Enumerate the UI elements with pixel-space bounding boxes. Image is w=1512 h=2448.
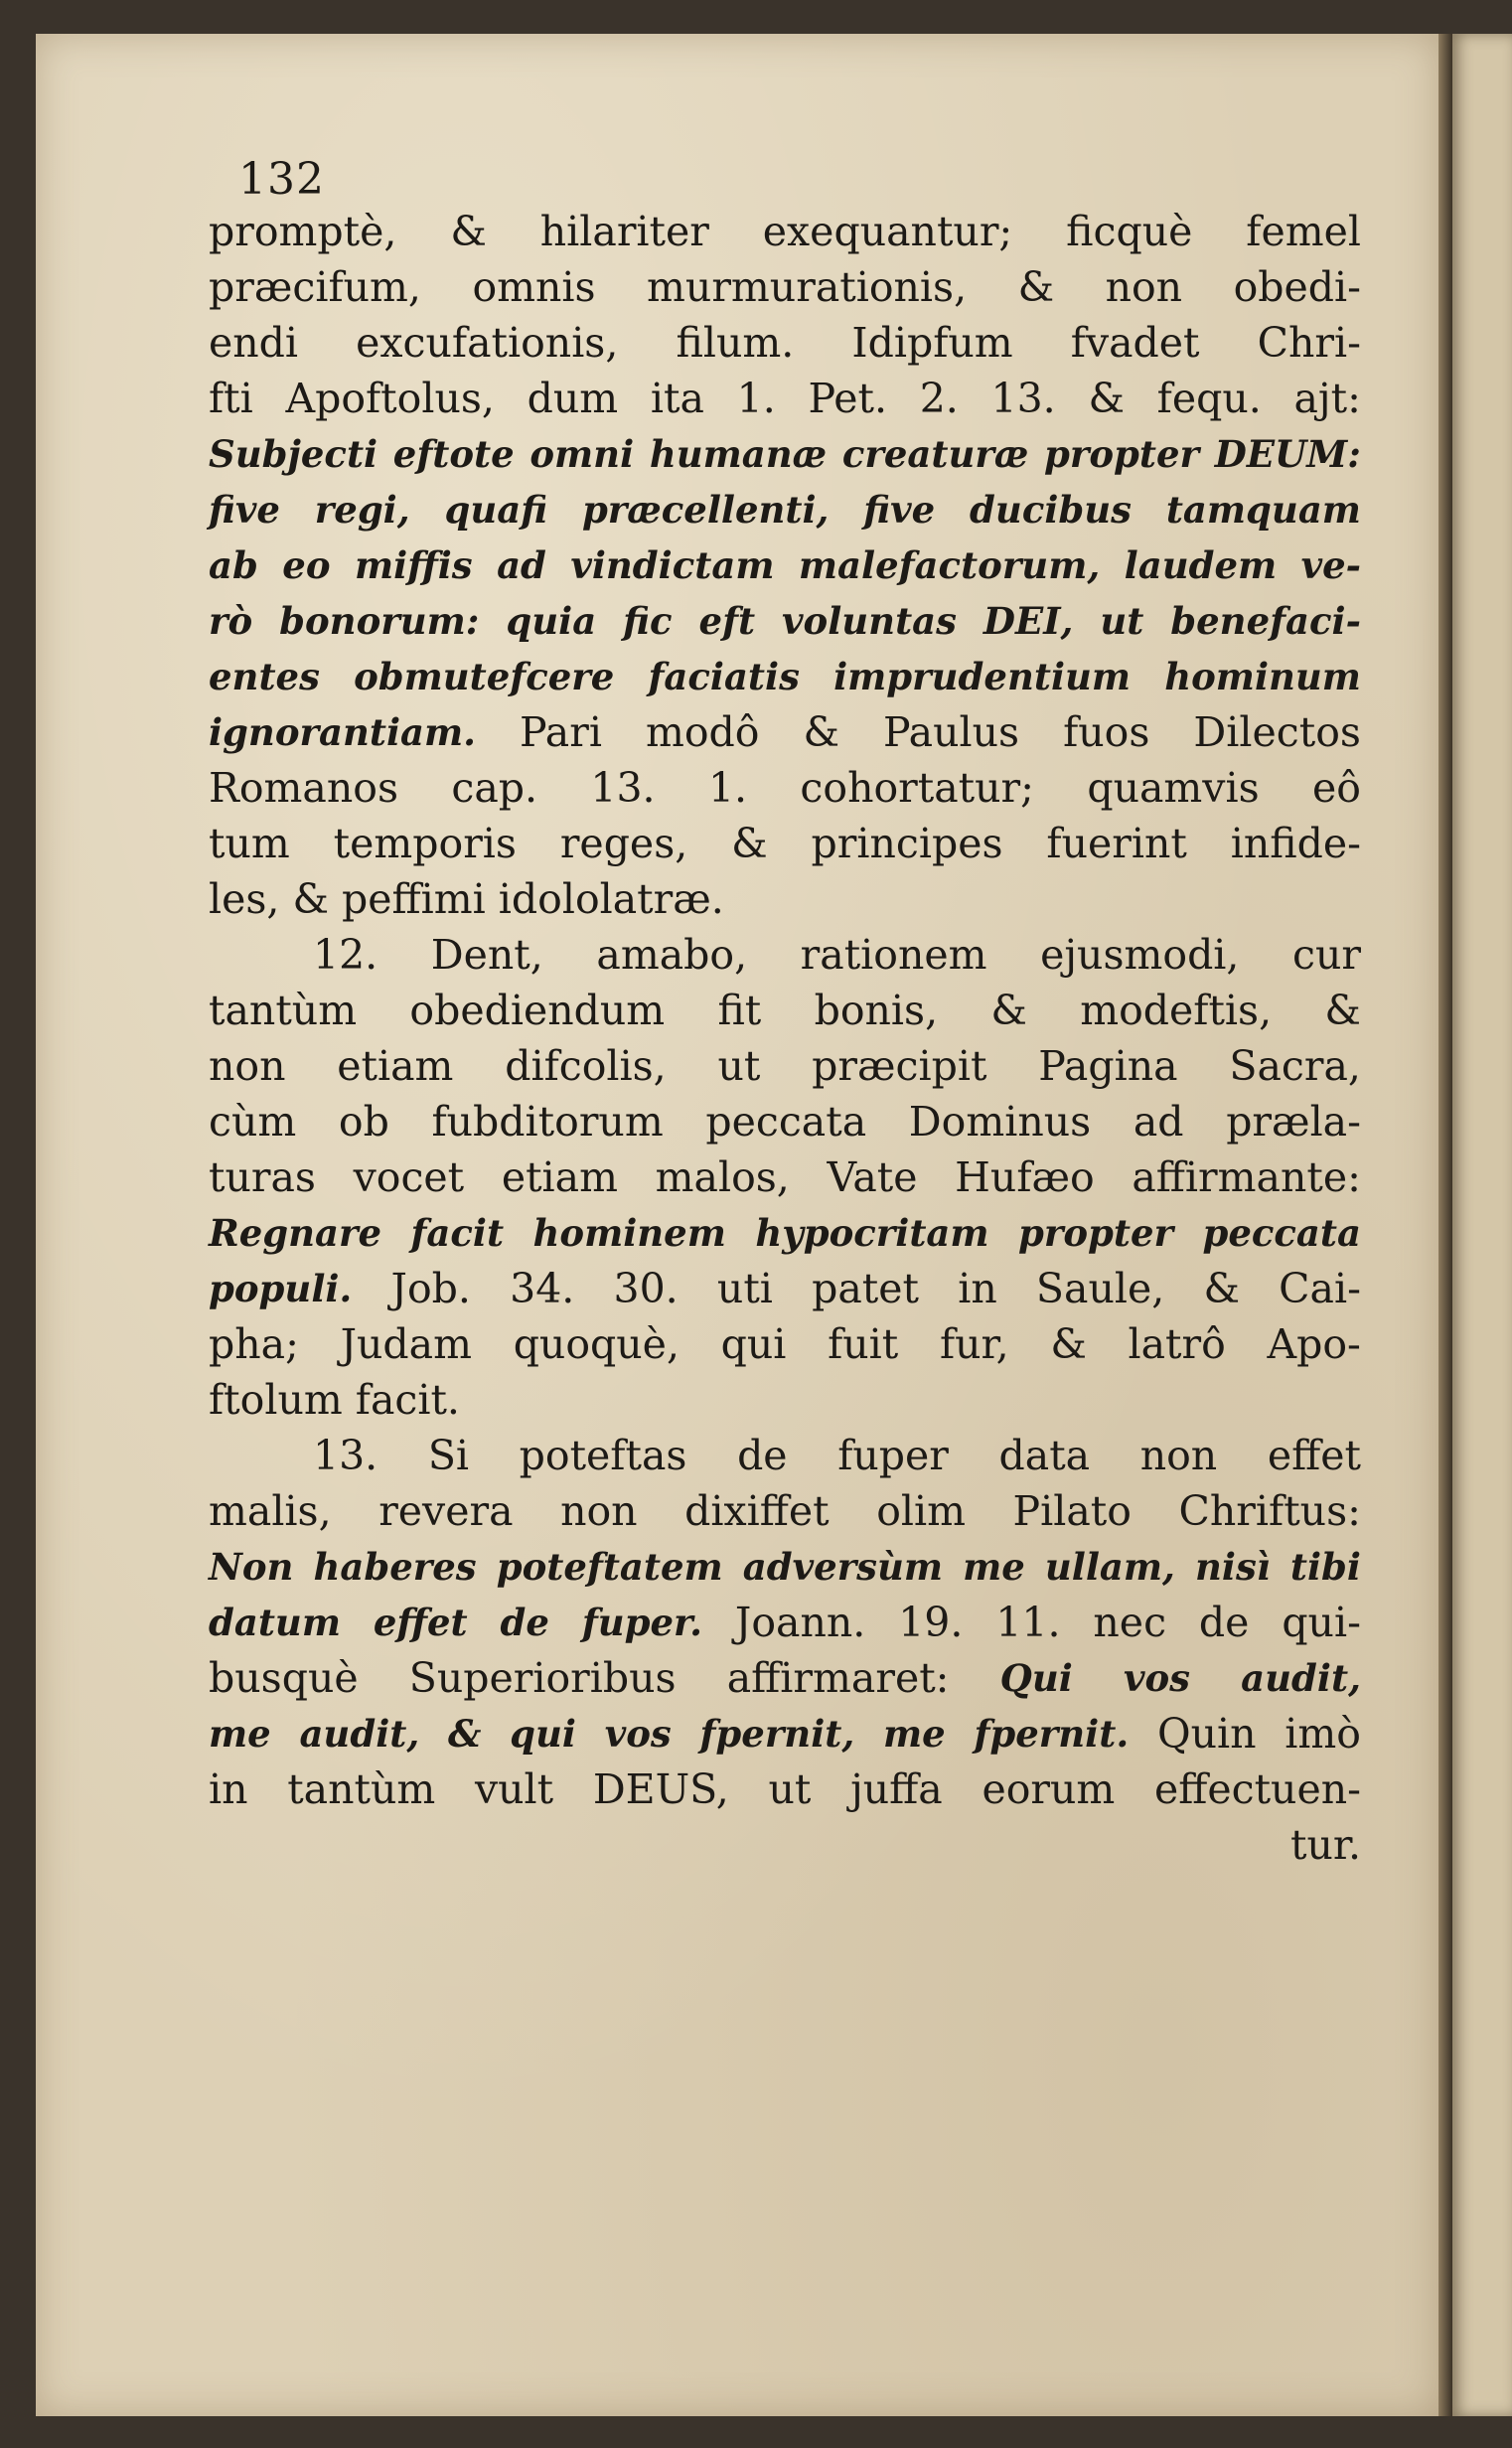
text-line: fti Apoftolus, dum ita 1. Pet. 2. 13. & fequ. ajt:: [209, 375, 1361, 422]
text-line: les, & peffimi idololatræ.: [209, 875, 724, 923]
text-line: tur.: [1289, 1821, 1361, 1869]
facing-page-edge: [1452, 34, 1512, 2416]
text-line: cùm ob fubditorum peccata Dominus ad præla-: [209, 1098, 1361, 1146]
text-line: 13. Si poteftas de fuper data non effet: [313, 1432, 1361, 1479]
text-line: busquè Superioribus affirmaret: Qui vos audit,: [209, 1654, 1361, 1702]
text-line: Romanos cap. 13. 1. cohortatur; quamvis eô: [209, 764, 1361, 812]
text-line: Non haberes poteftatem adversùm me ullam, nisì tibi: [209, 1545, 1361, 1589]
text-line: in tantùm vult DEUS, ut juffa eorum effectuen-: [209, 1765, 1361, 1813]
book-gutter: [1438, 34, 1452, 2416]
text-line: rò bonorum: quia fic eft voluntas DEI, ut benefaci-: [209, 599, 1361, 643]
text-line: datum effet de fuper. Joann. 19. 11. nec de qui-: [209, 1599, 1361, 1646]
text-line: ab eo miffis ad vindictam malefactorum, laudem ve-: [209, 543, 1361, 587]
page-number: 132: [238, 154, 325, 205]
body-text: [209, 204, 1361, 1873]
text-line: populi. Job. 34. 30. uti patet in Saule, & Cai-: [209, 1265, 1361, 1312]
text-line: ftolum facit.: [209, 1376, 460, 1424]
text-line: Subjecti eftote omni humanæ creaturæ propter DEUM:: [209, 432, 1361, 476]
text-line: pha; Judam quoquè, qui fuit fur, & latrô Apo-: [209, 1320, 1361, 1368]
text-line: entes obmutefcere faciatis imprudentium hominum: [209, 655, 1361, 698]
text-line: me audit, & qui vos fpernit, me fpernit. Quin imò: [209, 1710, 1361, 1758]
text-line: turas vocet etiam malos, Vate Hufæo affirmante:: [209, 1153, 1361, 1201]
text-line: Regnare facit hominem hypocritam propter peccata: [209, 1211, 1361, 1255]
text-line: ignorantiam. Pari modô & Paulus fuos Dilectos: [209, 708, 1361, 756]
text-line: tum temporis reges, & principes fuerint infide-: [209, 820, 1361, 867]
text-line: præcifum, omnis murmurationis, & non obedi-: [209, 263, 1361, 311]
text-line: endi excufationis, filum. Idipfum fvadet Chri-: [209, 319, 1361, 367]
text-line: non etiam difcolis, ut præcipit Pagina Sacra,: [209, 1042, 1361, 1090]
text-line: malis, revera non dixiffet olim Pilato Chriftus:: [209, 1487, 1361, 1535]
text-line: five regi, quafi præcellenti, five ducibus tamquam: [209, 488, 1361, 532]
text-line: 12. Dent, amabo, rationem ejusmodi, cur: [313, 931, 1361, 979]
text-line: promptè, & hilariter exequantur; ficquè femel: [209, 208, 1361, 255]
text-line: tantùm obediendum fit bonis, & modeftis, &: [209, 987, 1361, 1034]
